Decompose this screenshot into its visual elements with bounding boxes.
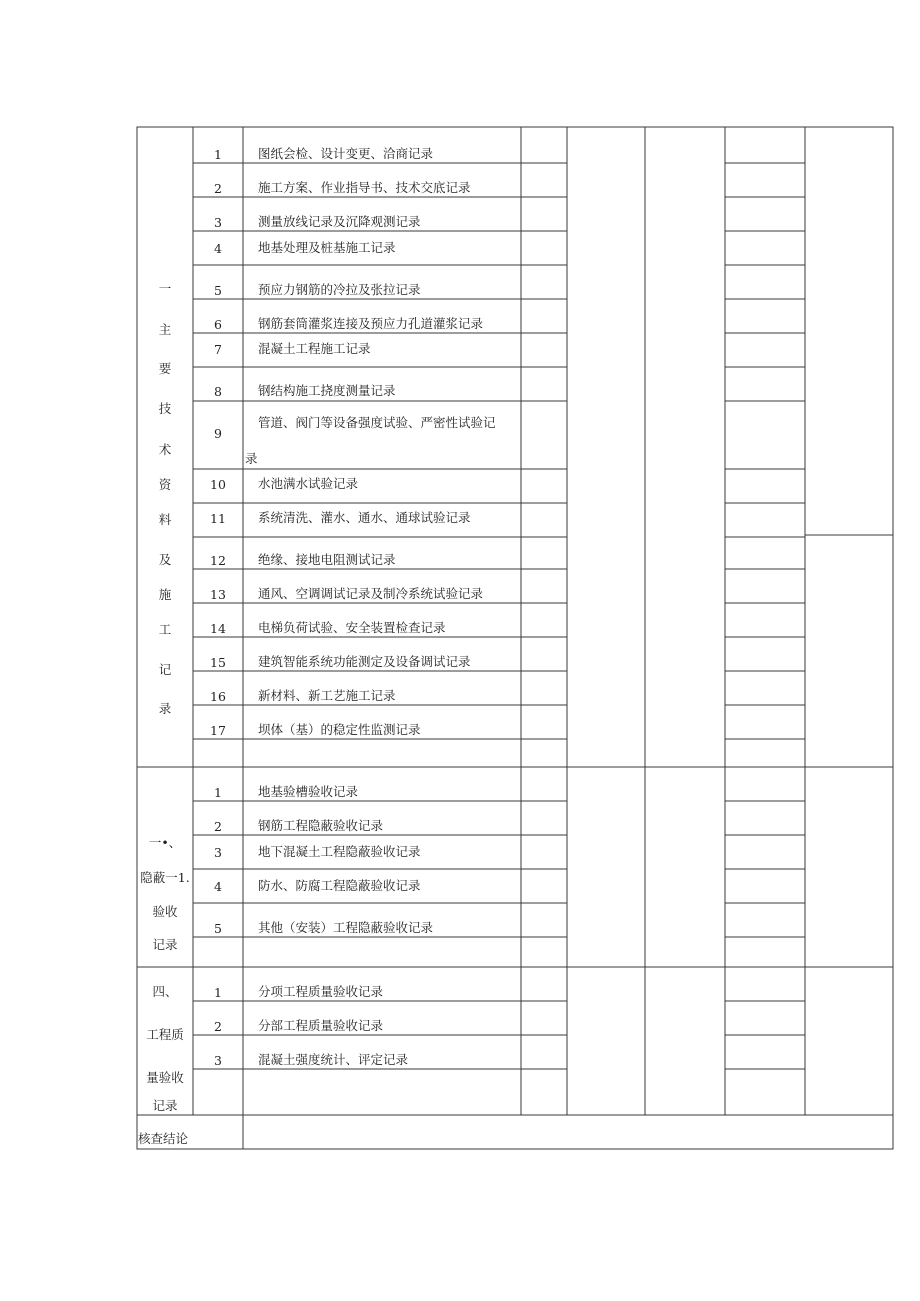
section-title-line: 一•、 bbox=[148, 835, 182, 850]
item-title: 管道、阀门等设备强度试验、严密性试验记 bbox=[258, 415, 496, 430]
item-number: 5 bbox=[214, 283, 222, 298]
item-title: 其他（安装）工程隐蔽验收记录 bbox=[258, 920, 434, 935]
item-number: 3 bbox=[214, 215, 222, 230]
item-title: 电梯负荷试验、安全装置检查记录 bbox=[258, 620, 446, 635]
item-number: 9 bbox=[214, 426, 222, 441]
item-number: 12 bbox=[210, 553, 226, 568]
item-title: 混凝土强度统计、评定记录 bbox=[258, 1052, 409, 1067]
item-number: 4 bbox=[214, 879, 222, 894]
item-title: 坝体（基）的稳定性监测记录 bbox=[258, 722, 421, 737]
conclusion-label: 核查结论 bbox=[138, 1131, 189, 1146]
section-title-line: 记录 bbox=[152, 1098, 178, 1113]
section-title-char: 术 bbox=[158, 442, 172, 457]
item-number: 15 bbox=[210, 655, 226, 670]
item-title: 测量放线记录及沉降观测记录 bbox=[258, 214, 421, 229]
item-title: 混凝土工程施工记录 bbox=[258, 341, 371, 356]
item-title: 地下混凝土工程隐蔽验收记录 bbox=[258, 844, 421, 859]
item-title: 分部工程质量验收记录 bbox=[258, 1018, 384, 1033]
item-number: 14 bbox=[210, 621, 226, 636]
item-number: 13 bbox=[210, 587, 226, 602]
item-title: 钢筋工程隐蔽验收记录 bbox=[258, 818, 384, 833]
section-title-line: 记录 bbox=[152, 937, 178, 952]
item-title: 钢结构施工挠度测量记录 bbox=[258, 383, 396, 398]
item-title: 图纸会检、设计变更、洽商记录 bbox=[258, 146, 434, 161]
item-title: 钢筋套筒灌浆连接及预应力孔道灌浆记录 bbox=[258, 316, 484, 331]
item-title: 通风、空调调试记录及制冷系统试验记录 bbox=[258, 586, 484, 601]
section-title-char: 记 bbox=[158, 662, 172, 677]
item-number: 2 bbox=[214, 181, 222, 196]
item-number: 8 bbox=[214, 384, 222, 399]
item-number: 2 bbox=[214, 819, 222, 834]
item-number: 6 bbox=[214, 317, 222, 332]
item-number: 1 bbox=[214, 147, 222, 162]
section-title-char: 资 bbox=[158, 477, 172, 492]
item-number: 16 bbox=[210, 689, 226, 704]
section-title-char: 工 bbox=[158, 622, 172, 637]
item-number: 1 bbox=[214, 985, 222, 1000]
section-title-char: 及 bbox=[158, 552, 172, 567]
item-number: 7 bbox=[214, 342, 222, 357]
item-title: 分项工程质量验收记录 bbox=[258, 984, 384, 999]
item-title: 地基处理及桩基施工记录 bbox=[258, 240, 396, 255]
item-title: 绝缘、接地电阻测试记录 bbox=[258, 552, 396, 567]
section-title-line: 验收 bbox=[152, 904, 178, 919]
item-title: 预应力钢筋的冷拉及张拉记录 bbox=[258, 282, 421, 297]
item-number: 11 bbox=[210, 511, 226, 526]
item-number: 10 bbox=[210, 477, 226, 492]
section-title-line: 量验收 bbox=[146, 1070, 184, 1085]
section-title-char: 一 bbox=[158, 281, 172, 296]
item-number: 3 bbox=[214, 845, 222, 860]
section-title-line: 四、 bbox=[152, 984, 178, 999]
section-title-char: 料 bbox=[158, 512, 172, 527]
item-number: 1 bbox=[214, 785, 222, 800]
item-number: 4 bbox=[214, 241, 222, 256]
section-title-char: 主 bbox=[158, 322, 172, 337]
item-title: 建筑智能系统功能测定及设备调试记录 bbox=[258, 654, 471, 669]
item-title: 防水、防腐工程隐蔽验收记录 bbox=[258, 878, 421, 893]
item-title-wrap: 录 bbox=[245, 451, 258, 466]
item-title: 系统清洗、灌水、通水、通球试验记录 bbox=[258, 510, 471, 525]
section-title-char: 技 bbox=[158, 401, 172, 416]
item-number: 2 bbox=[214, 1019, 222, 1034]
item-number: 5 bbox=[214, 921, 222, 936]
section-title-line: 隐蔽一1. bbox=[140, 870, 190, 885]
section-title-char: 施 bbox=[158, 587, 172, 602]
item-title: 新材料、新工艺施工记录 bbox=[258, 688, 396, 703]
section-title-char: 录 bbox=[158, 701, 172, 716]
item-title: 水池满水试验记录 bbox=[258, 476, 359, 491]
item-title: 施工方案、作业指导书、技术交底记录 bbox=[258, 180, 471, 195]
section-title-line: 工程质 bbox=[146, 1027, 184, 1042]
item-title: 地基验槽验收记录 bbox=[258, 784, 359, 799]
section-title-char: 要 bbox=[158, 361, 172, 376]
item-number: 3 bbox=[214, 1053, 222, 1068]
item-number: 17 bbox=[210, 723, 226, 738]
